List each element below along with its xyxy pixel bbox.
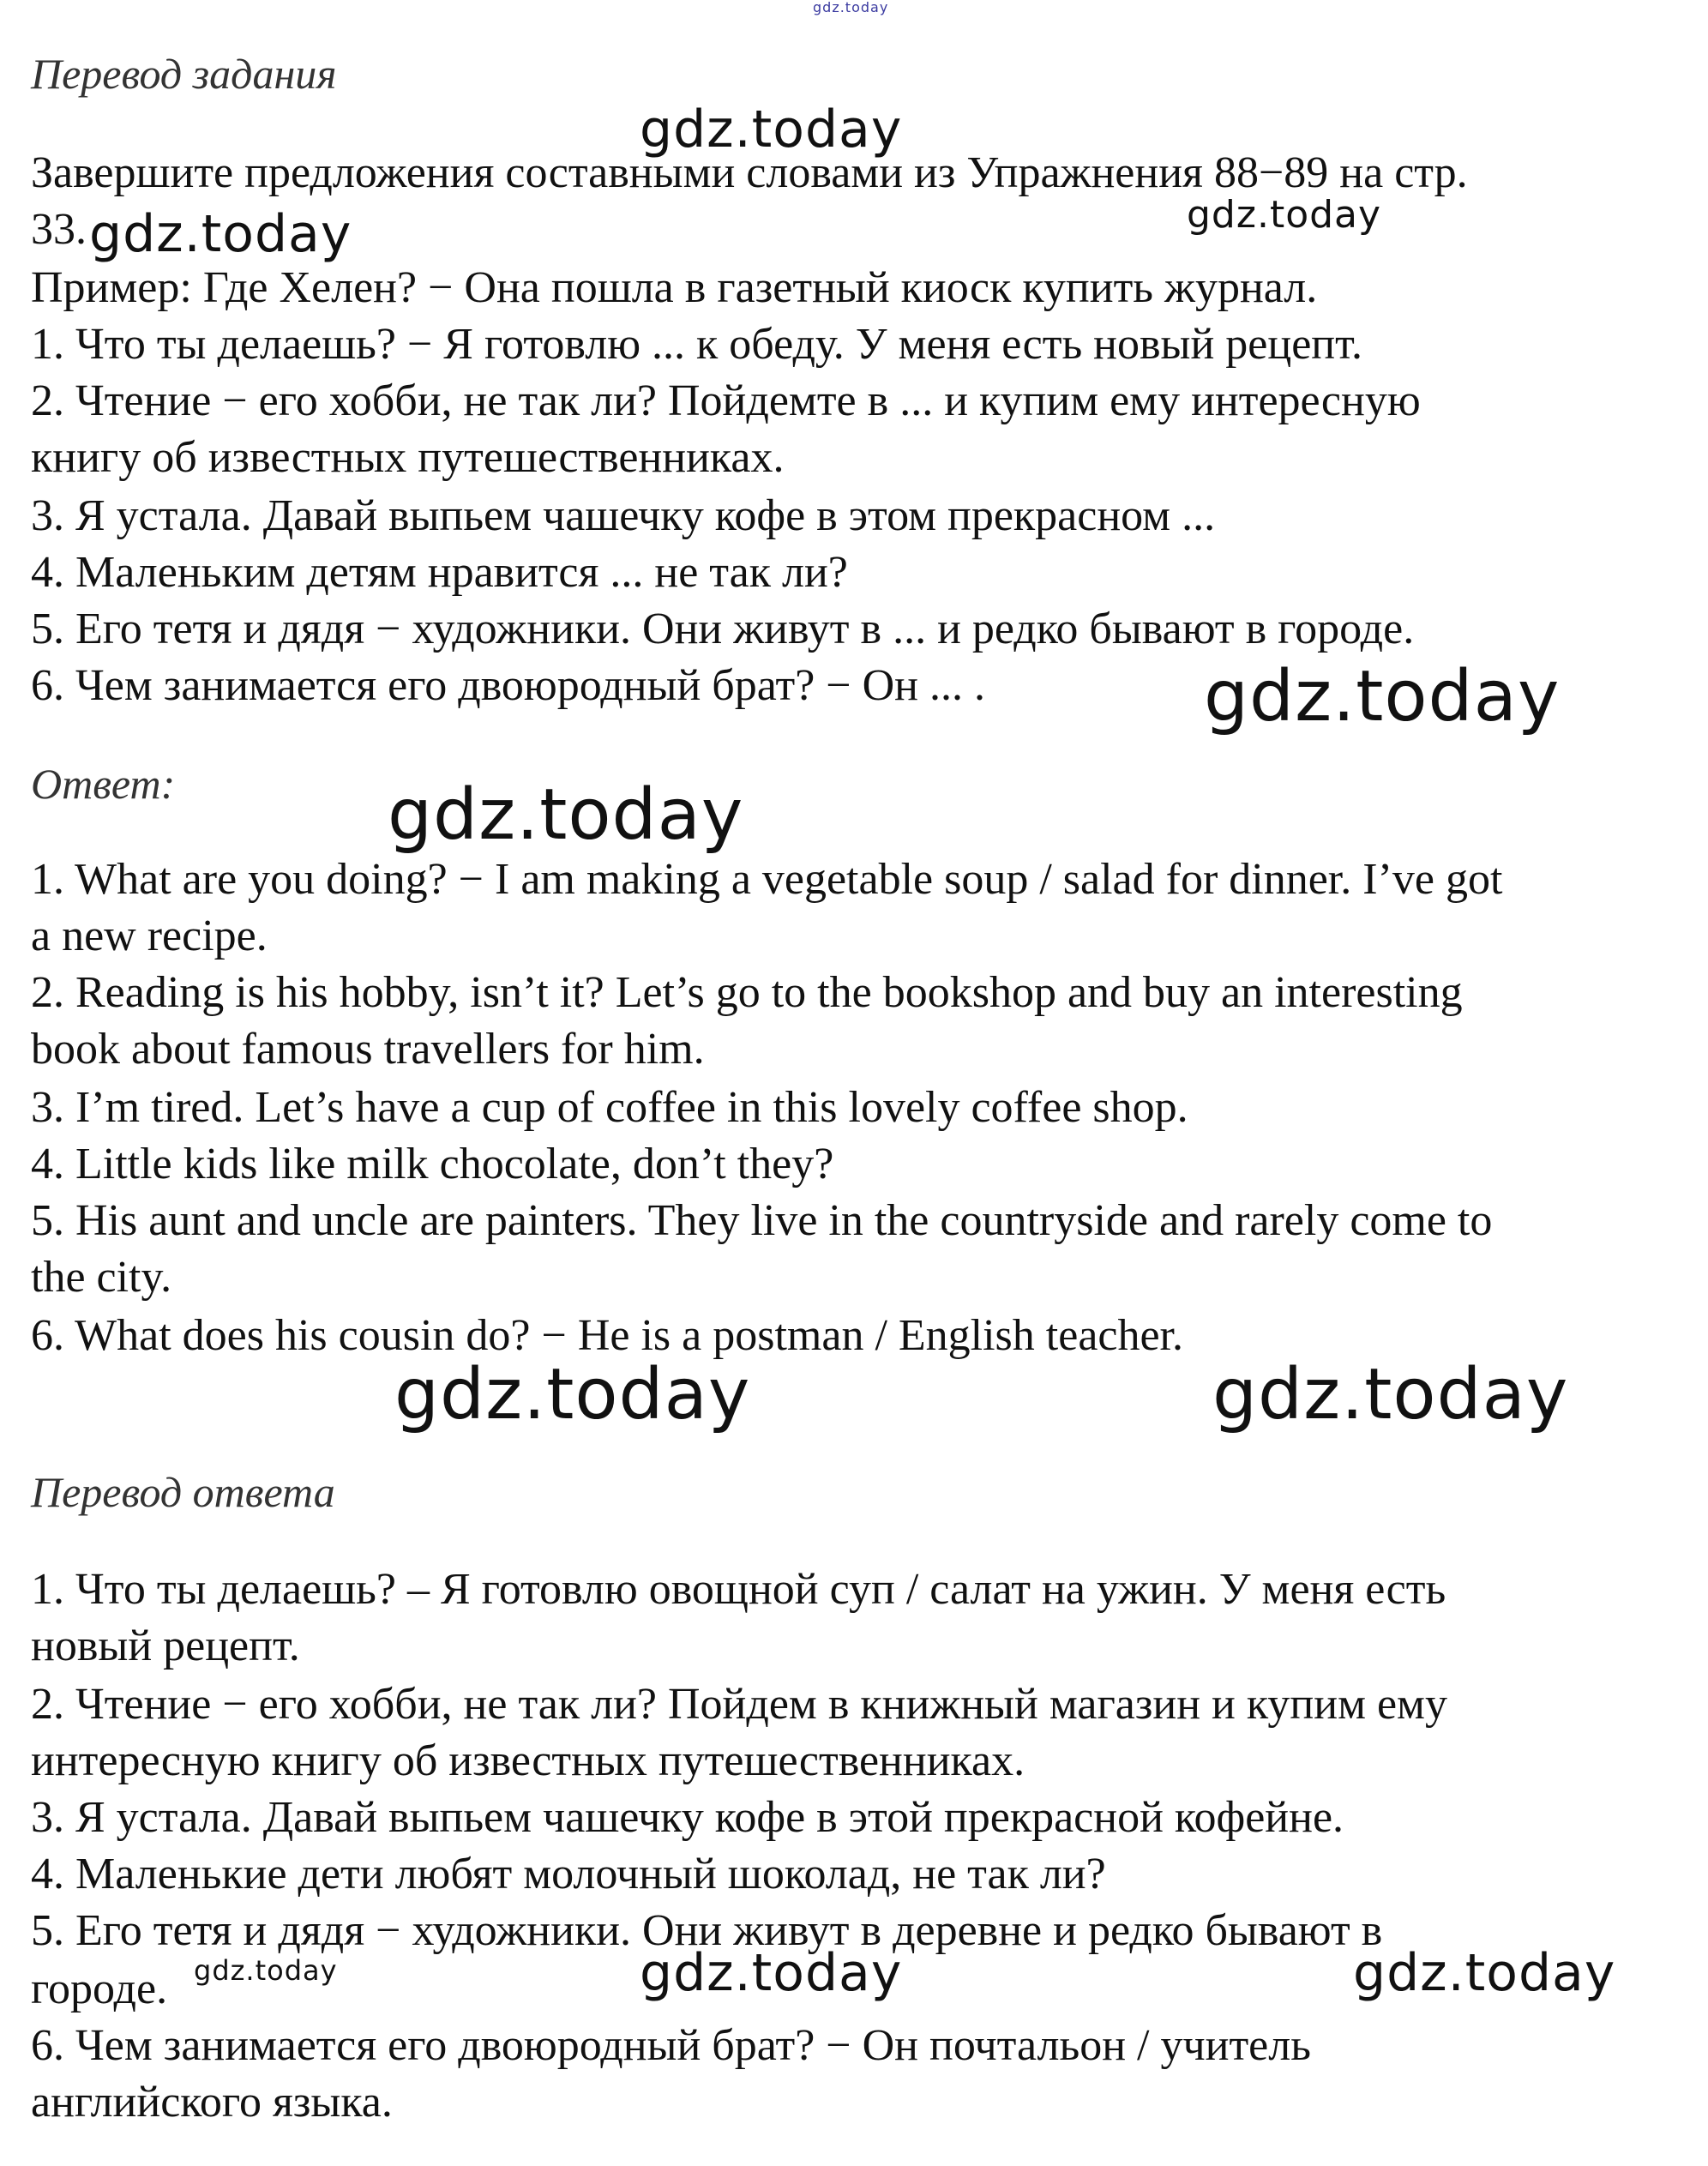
watermark: gdz.today: [1353, 1943, 1616, 2003]
task-line: 4. Маленьким детям нравится ... не так ли?: [31, 548, 848, 597]
answer-line: a new recipe.: [31, 912, 268, 960]
answer-line: 6. What does his cousin do? − He is a postman / English teacher.: [31, 1311, 1184, 1360]
task-line: 1. Что ты делаешь? − Я готовлю ... к обеду. У меня есть новый рецепт.: [31, 320, 1362, 369]
watermark: gdz.today: [1187, 193, 1382, 237]
watermark: gdz.today: [194, 1954, 338, 1987]
translation-line: 6. Чем занимается его двоюродный брат? − Он почтальон / учитель: [31, 2021, 1311, 2070]
answer-line: 1. What are you doing? − I am making a vegetable soup / salad for dinner. I’ve got: [31, 855, 1503, 904]
task-line: 2. Чтение − его хобби, не так ли? Пойдемте в ... и купим ему интересную: [31, 376, 1421, 425]
task-line: Завершите предложения составными словами из Упражнения 88−89 на стр.: [31, 148, 1468, 197]
task-line: 3. Я устала. Давай выпьем чашечку кофе в этом прекрасном ...: [31, 491, 1216, 540]
watermark: gdz.today: [89, 204, 352, 264]
task-heading: Перевод задания: [31, 50, 337, 98]
watermark: gdz.today: [388, 774, 744, 856]
task-line: 5. Его тетя и дядя − художники. Они живут в ... и редко бывают в городе.: [31, 605, 1415, 653]
translation-line: городе.: [31, 1964, 168, 2013]
translation-line: новый рецепт.: [31, 1621, 300, 1670]
translation-line: английского языка.: [31, 2078, 393, 2127]
translation-line: 3. Я устала. Давай выпьем чашечку кофе в этой прекрасной кофейне.: [31, 1793, 1344, 1842]
task-line: Пример: Где Хелен? − Она пошла в газетный киоск купить журнал.: [31, 263, 1318, 312]
translation-line: 5. Его тетя и дядя − художники. Они живут в деревне и редко бывают в: [31, 1906, 1383, 1955]
watermark: gdz.today: [640, 99, 903, 159]
task-line: 33.: [31, 205, 87, 254]
answer-line: 3. I’m tired. Let’s have a cup of coffee in this lovely coffee shop.: [31, 1083, 1188, 1132]
translation-line: интересную книгу об известных путешественниках.: [31, 1736, 1025, 1785]
translation-line: 4. Маленькие дети любят молочный шоколад, не так ли?: [31, 1850, 1106, 1898]
task-line: книгу об известных путешественниках.: [31, 433, 785, 482]
answer-line: 4. Little kids like milk chocolate, don’t they?: [31, 1140, 834, 1188]
translation-heading: Перевод ответа: [31, 1468, 335, 1516]
watermark: gdz.today: [1212, 1354, 1569, 1435]
watermark: gdz.today: [1204, 656, 1561, 737]
answer-line: 2. Reading is his hobby, isn’t it? Let’s go to the bookshop and buy an interesting: [31, 968, 1463, 1017]
translation-line: 1. Что ты делаешь? – Я готовлю овощной суп / салат на ужин. У меня есть: [31, 1565, 1446, 1614]
answer-heading: Ответ:: [31, 760, 176, 808]
answer-line: book about famous travellers for him.: [31, 1025, 705, 1074]
answer-line: the city.: [31, 1253, 172, 1302]
watermark-top: gdz.today: [813, 0, 889, 15]
watermark: gdz.today: [640, 1943, 903, 2003]
answer-line: 5. His aunt and uncle are painters. They live in the countryside and rarely come to: [31, 1196, 1493, 1245]
translation-line: 2. Чтение − его хобби, не так ли? Пойдем в книжный магазин и купим ему: [31, 1680, 1447, 1729]
task-line: 6. Чем занимается его двоюродный брат? − Он ... .: [31, 661, 985, 710]
watermark: gdz.today: [394, 1354, 751, 1435]
